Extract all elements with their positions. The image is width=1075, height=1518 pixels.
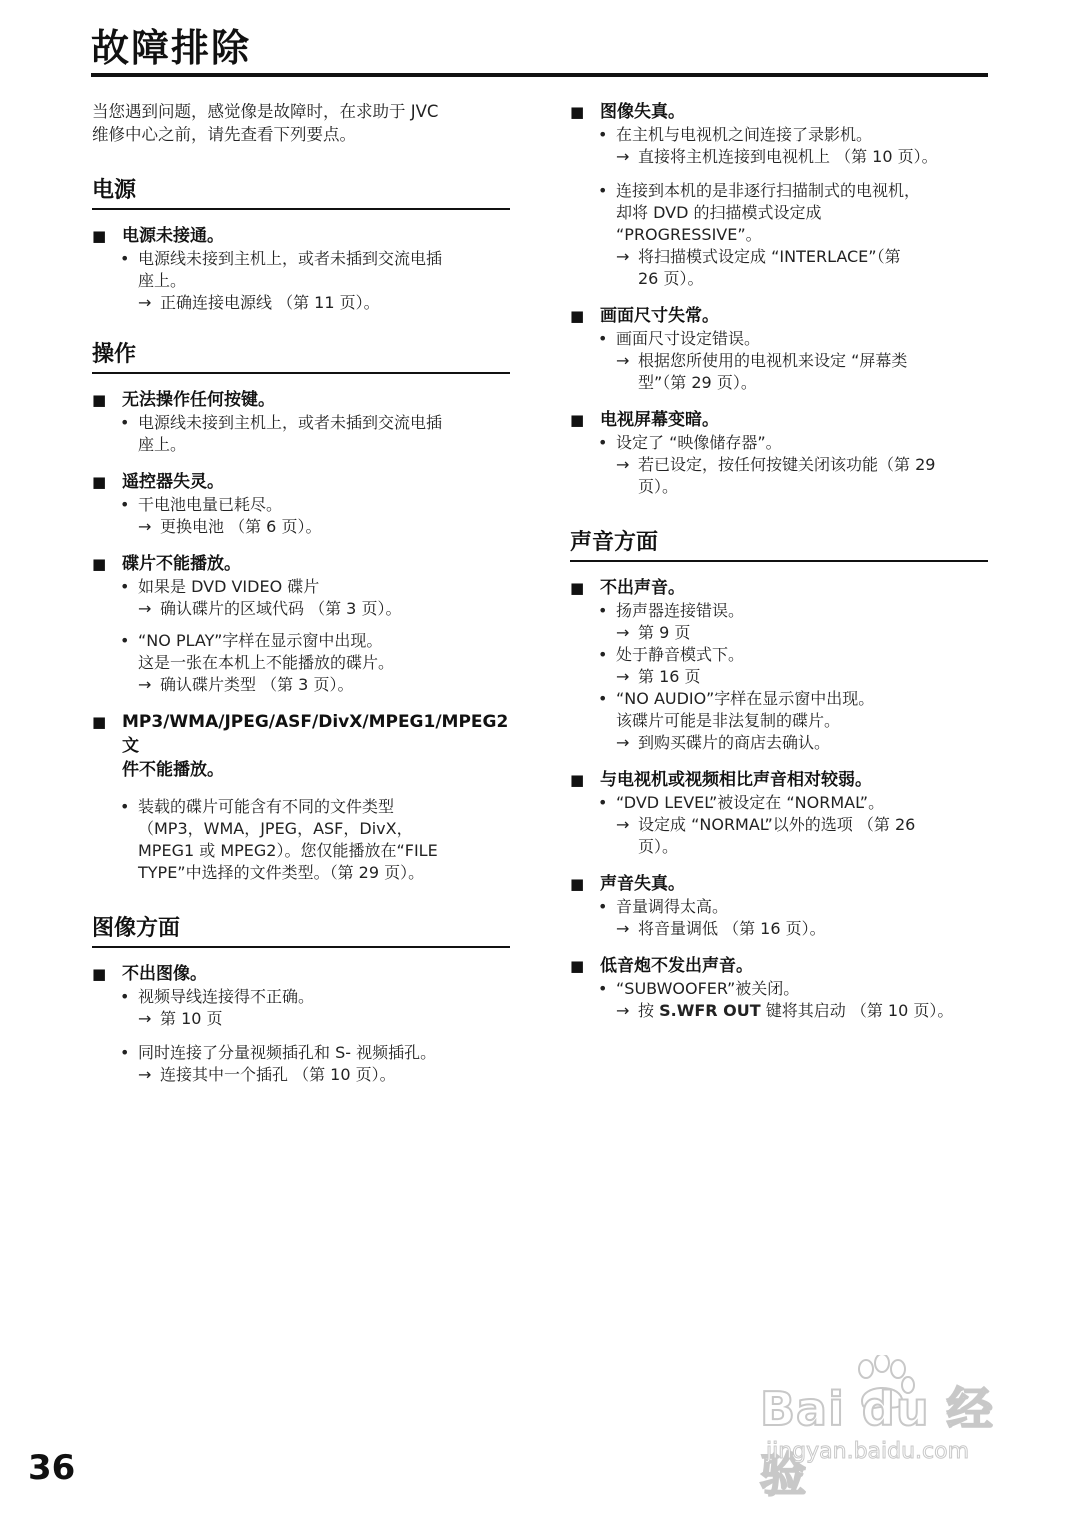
- issue-keys-inoperable: ■ 无法操作任何按键。: [92, 390, 275, 410]
- arrow-icon: →: [616, 247, 630, 266]
- square-bullet-icon: ■: [92, 473, 107, 491]
- cause-item: • 音量调得太高。: [598, 897, 729, 916]
- cause-item: • 设定了 “映像储存器”。: [598, 433, 782, 452]
- remedy-item: → 根据您所使用的电视机来设定 “屏幕类 型”（第 29 页）。: [616, 351, 908, 392]
- remedy-item: → 到购买碟片的商店去确认。: [616, 733, 831, 752]
- intro-paragraph: [92, 100, 510, 146]
- arrow-icon: →: [138, 675, 152, 694]
- issue-sound-distorted: ■ 声音失真。: [570, 874, 685, 894]
- cause-item: • 干电池电量已耗尽。: [120, 495, 283, 514]
- bullet-icon: •: [598, 793, 608, 812]
- square-bullet-icon: ■: [570, 411, 585, 429]
- cause-item: • “DVD LEVEL”被设定在 “NORMAL”。: [598, 793, 885, 812]
- arrow-icon: →: [138, 293, 152, 312]
- section-heading-sound: 声音方面: [570, 528, 988, 562]
- remedy-item: → 按 S.WFR OUT 键将其启动 （第 10 页）。: [616, 1001, 954, 1020]
- cause-item: • 画面尺寸设定错误。: [598, 329, 761, 348]
- remedy-item: → 第 9 页: [616, 623, 691, 642]
- bullet-icon: •: [598, 645, 608, 664]
- arrow-icon: →: [616, 623, 630, 642]
- title-rule: [91, 73, 988, 77]
- section-heading-operation: 操作: [92, 340, 510, 374]
- issue-subwoofer-silent: ■ 低音炮不发出声音。: [570, 956, 753, 976]
- square-bullet-icon: ■: [570, 103, 585, 121]
- arrow-icon: →: [616, 815, 630, 834]
- arrow-icon: →: [138, 599, 152, 618]
- watermark-logo: Bai du 经验: [760, 1382, 994, 1502]
- bullet-icon: •: [120, 1043, 130, 1062]
- issue-picture-distorted: ■ 图像失真。: [570, 102, 685, 122]
- cause-item: • 连接到本机的是非逐行扫描制式的电视机， 却将 DVD 的扫描模式设定成 “PROGRESSIVE”。: [598, 181, 921, 244]
- remedy-item: → 将扫描模式设定成 “INTERLACE”（第 26 页）。: [616, 247, 901, 288]
- remedy-item: → 设定成 “NORMAL”以外的选项 （第 26 页）。: [616, 815, 916, 856]
- arrow-icon: →: [616, 919, 630, 938]
- cause-item: • 电源线未接到主机上，或者未插到交流电插 座上。: [120, 413, 443, 454]
- arrow-icon: →: [616, 351, 630, 370]
- bullet-icon: •: [120, 987, 130, 1006]
- square-bullet-icon: ■: [92, 713, 107, 731]
- cause-item: • “NO PLAY”字样在显示窗中出现。 这是一张在本机上不能播放的碟片。: [120, 631, 395, 672]
- cause-item: • 电源线未接到主机上，或者未插到交流电插 座上。: [120, 249, 443, 290]
- watermark-url: jingyan.baidu.com: [766, 1439, 970, 1464]
- arrow-icon: →: [138, 1065, 152, 1084]
- square-bullet-icon: ■: [570, 771, 585, 789]
- square-bullet-icon: ■: [570, 579, 585, 597]
- cause-item: • 装载的碟片可能含有不同的文件类型 （MP3，WMA，JPEG，ASF，DivX， MPEG1 或 MPEG2）。您仅能播放在“FILE TYPE”中选择的文件类型。（第 29 页）。: [120, 797, 438, 882]
- arrow-icon: →: [616, 1001, 630, 1020]
- bullet-icon: •: [120, 577, 130, 596]
- issue-no-picture: ■ 不出图像。: [92, 964, 207, 984]
- bullet-icon: •: [598, 181, 608, 200]
- page-title: 故障排除: [91, 26, 252, 70]
- bullet-icon: •: [120, 631, 130, 650]
- issue-no-sound: ■ 不出声音。: [570, 578, 685, 598]
- square-bullet-icon: ■: [570, 875, 585, 893]
- arrow-icon: →: [138, 1009, 152, 1028]
- cause-item: • 视频导线连接得不正确。: [120, 987, 315, 1006]
- cause-item: • 同时连接了分量视频插孔和 S- 视频插孔。: [120, 1043, 437, 1062]
- cause-item: • “NO AUDIO”字样在显示窗中出现。 该碟片可能是非法复制的碟片。: [598, 689, 875, 730]
- bullet-icon: •: [120, 413, 130, 432]
- bullet-icon: •: [598, 979, 608, 998]
- issue-remote-fails: ■ 遥控器失灵。: [92, 472, 224, 492]
- remedy-item: → 直接将主机连接到电视机上 （第 10 页）。: [616, 147, 938, 166]
- issue-power-off: ■ 电源未接通。: [92, 226, 224, 246]
- remedy-item: → 将音量调低 （第 16 页）。: [616, 919, 826, 938]
- key-name: S.WFR OUT: [659, 1001, 761, 1020]
- bullet-icon: •: [598, 897, 608, 916]
- square-bullet-icon: ■: [92, 227, 107, 245]
- page-number: 36: [28, 1448, 76, 1488]
- intro-line: 维修中心之前，请先查看下列要点。: [92, 125, 356, 144]
- cause-item: • 扬声器连接错误。: [598, 601, 745, 620]
- bullet-icon: •: [598, 433, 608, 452]
- right-column: [570, 100, 988, 1022]
- issue-files-wont-play: ■ MP3/WMA/JPEG/ASF/DivX/MPEG1/MPEG2 文 件不能播放。: [92, 712, 509, 780]
- baidu-watermark: [760, 1355, 1020, 1502]
- issue-picture-size: ■ 画面尺寸失常。: [570, 306, 719, 326]
- arrow-icon: →: [616, 455, 630, 474]
- bullet-icon: •: [598, 329, 608, 348]
- bullet-icon: •: [120, 495, 130, 514]
- arrow-icon: →: [616, 733, 630, 752]
- remedy-item: → 确认碟片的区域代码 （第 3 页）。: [138, 599, 402, 618]
- bullet-icon: •: [120, 797, 130, 816]
- cause-item: • 在主机与电视机之间连接了录影机。: [598, 125, 873, 144]
- arrow-icon: →: [138, 517, 152, 536]
- issue-disc-wont-play: ■ 碟片不能播放。: [92, 554, 241, 574]
- left-column: [92, 100, 510, 1086]
- remedy-item: → 连接其中一个插孔 （第 10 页）。: [138, 1065, 396, 1084]
- bullet-icon: •: [598, 601, 608, 620]
- bullet-icon: •: [120, 249, 130, 268]
- remedy-item: → 确认碟片类型 （第 3 页）。: [138, 675, 354, 694]
- remedy-item: → 正确连接电源线 （第 11 页）。: [138, 293, 380, 312]
- remedy-item: → 第 10 页: [138, 1009, 223, 1028]
- square-bullet-icon: ■: [92, 555, 107, 573]
- cause-item: • 如果是 DVD VIDEO 碟片: [120, 577, 320, 596]
- square-bullet-icon: ■: [570, 957, 585, 975]
- section-heading-power: 电源: [92, 176, 510, 210]
- intro-line: 当您遇到问题，感觉像是故障时，在求助于 JVC: [92, 102, 439, 121]
- issue-screen-dark: ■ 电视屏幕变暗。: [570, 410, 719, 430]
- cause-item: • “SUBWOOFER”被关闭。: [598, 979, 800, 998]
- remedy-item: → 第 16 页: [616, 667, 701, 686]
- arrow-icon: →: [616, 147, 630, 166]
- bullet-icon: •: [598, 125, 608, 144]
- bullet-icon: •: [598, 689, 608, 708]
- arrow-icon: →: [616, 667, 630, 686]
- cause-item: • 处于静音模式下。: [598, 645, 745, 664]
- remedy-item: → 若已设定，按任何按键关闭该功能（第 29 页）。: [616, 455, 936, 496]
- remedy-item: → 更换电池 （第 6 页）。: [138, 517, 322, 536]
- issue-sound-weak: ■ 与电视机或视频相比声音相对较弱。: [570, 770, 872, 790]
- square-bullet-icon: ■: [92, 965, 107, 983]
- square-bullet-icon: ■: [92, 391, 107, 409]
- square-bullet-icon: ■: [570, 307, 585, 325]
- section-heading-picture: 图像方面: [92, 914, 510, 948]
